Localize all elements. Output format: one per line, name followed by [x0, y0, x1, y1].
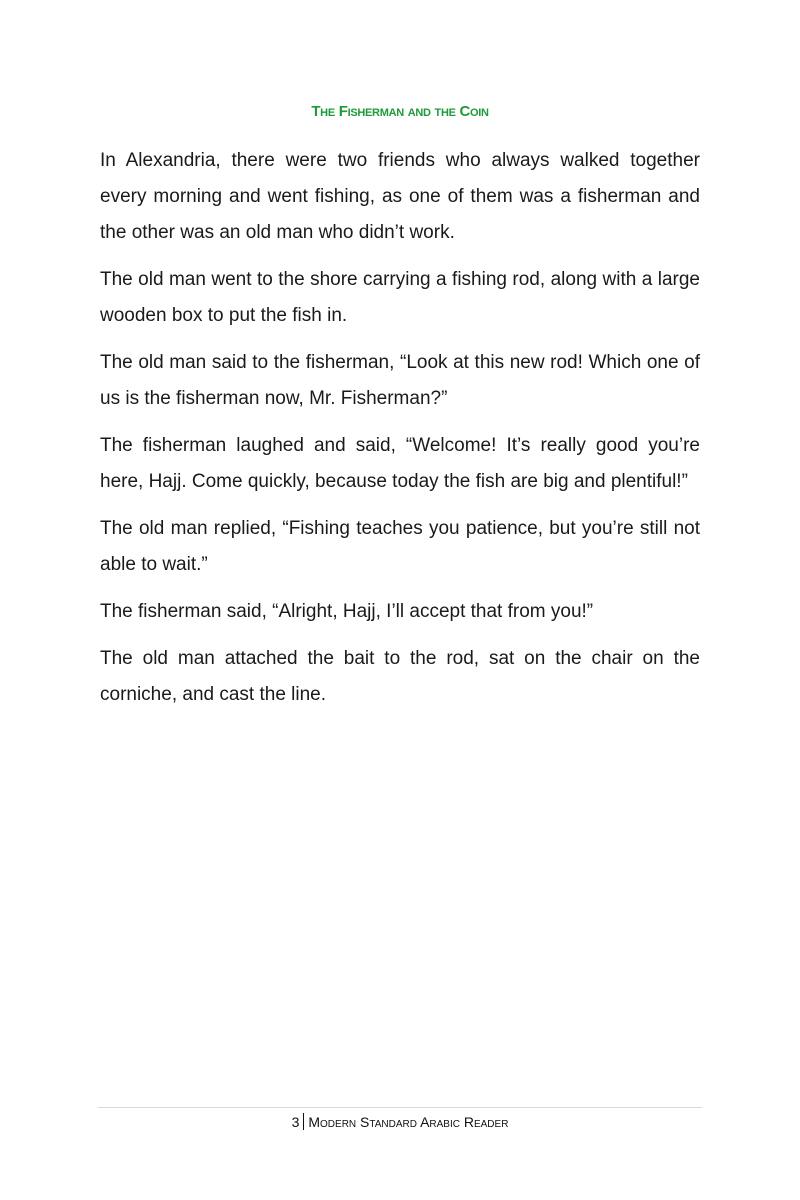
paragraph: The fisherman said, “Alright, Hajj, I’ll accept that from you!” — [100, 601, 594, 622]
paragraph: The fisherman laughed and said, “Welcome! It’s really good you’re here, Hajj. Come quickly, because today the fish are big and plentiful!” — [100, 435, 700, 492]
footer-divider — [98, 1107, 702, 1108]
footer-separator — [303, 1113, 304, 1130]
story-body — [100, 143, 700, 724]
paragraph: The old man said to the fisherman, “Look at this new rod! Which one of us is the fisherman now, Mr. Fisherman?” — [100, 352, 700, 409]
page-number: 3 — [291, 1114, 300, 1130]
paragraph: The old man attached the bait to the rod, sat on the chair on the corniche, and cast the line. — [100, 648, 700, 705]
page-footer — [0, 1113, 800, 1130]
paragraph: The old man went to the shore carrying a fishing rod, along with a large wooden box to put the fish in. — [100, 269, 700, 326]
book-title: Modern Standard Arabic Reader — [308, 1114, 509, 1130]
story-title: The Fisherman and the Coin — [311, 103, 489, 120]
paragraph: The old man replied, “Fishing teaches you patience, but you’re still not able to wait.” — [100, 518, 700, 575]
paragraph: In Alexandria, there were two friends who always walked together every morning and went fishing, as one of them was a fisherman and the other was an old man who didn’t work. — [100, 150, 700, 243]
